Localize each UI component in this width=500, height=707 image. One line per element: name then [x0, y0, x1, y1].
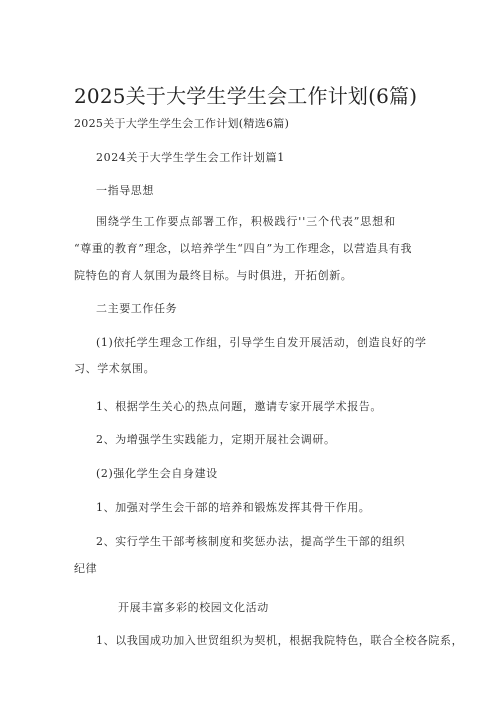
paragraph-line: “尊重的教育”理念，以培养学生“四自”为工作理念，以营造具有我 [74, 242, 413, 255]
paragraph-line: 开展丰富多彩的校园文化活动 [118, 601, 269, 614]
section-heading: 2024关于大学生学生会工作计划篇1 [96, 151, 285, 164]
paragraph-line: 1、以我国成功加入世贸组织为契机，根据我院特色，联合全校各院系， [96, 634, 464, 647]
document-subtitle: 2025关于大学生学生会工作计划(精选6篇) [74, 117, 290, 130]
paragraph-line: 习、学术氛围。 [74, 362, 156, 375]
paragraph-line: 1、加强对学生会干部的培养和锻炼发挥其骨干作用。 [96, 501, 371, 514]
paragraph-line: 纪律 [74, 562, 98, 575]
paragraph-line: (2)强化学生会自身建设 [96, 467, 218, 480]
paragraph-line: 二主要工作任务 [96, 302, 178, 315]
document-title: 2025关于大学生学生会工作计划(6篇) [74, 84, 418, 108]
paragraph-line: (1)依托学生理念工作组，引导学生自发开展活动，创造良好的学 [96, 336, 427, 349]
paragraph-line: 一指导思想 [96, 184, 154, 197]
paragraph-line: 1、根据学生关心的热点问题，邀请专家开展学术报告。 [96, 400, 382, 413]
paragraph-line: 围绕学生工作要点部署工作，积极践行''三个代表”思想和 [96, 215, 396, 228]
paragraph-line: 2、为增强学生实践能力，定期开展社会调研。 [96, 433, 336, 446]
paragraph-line: 院特色的育人氛围为最终目标。与时俱进，开拓创新。 [74, 269, 353, 282]
paragraph-line: 2、实行学生干部考核制度和奖惩办法，提高学生干部的组织 [96, 535, 406, 548]
